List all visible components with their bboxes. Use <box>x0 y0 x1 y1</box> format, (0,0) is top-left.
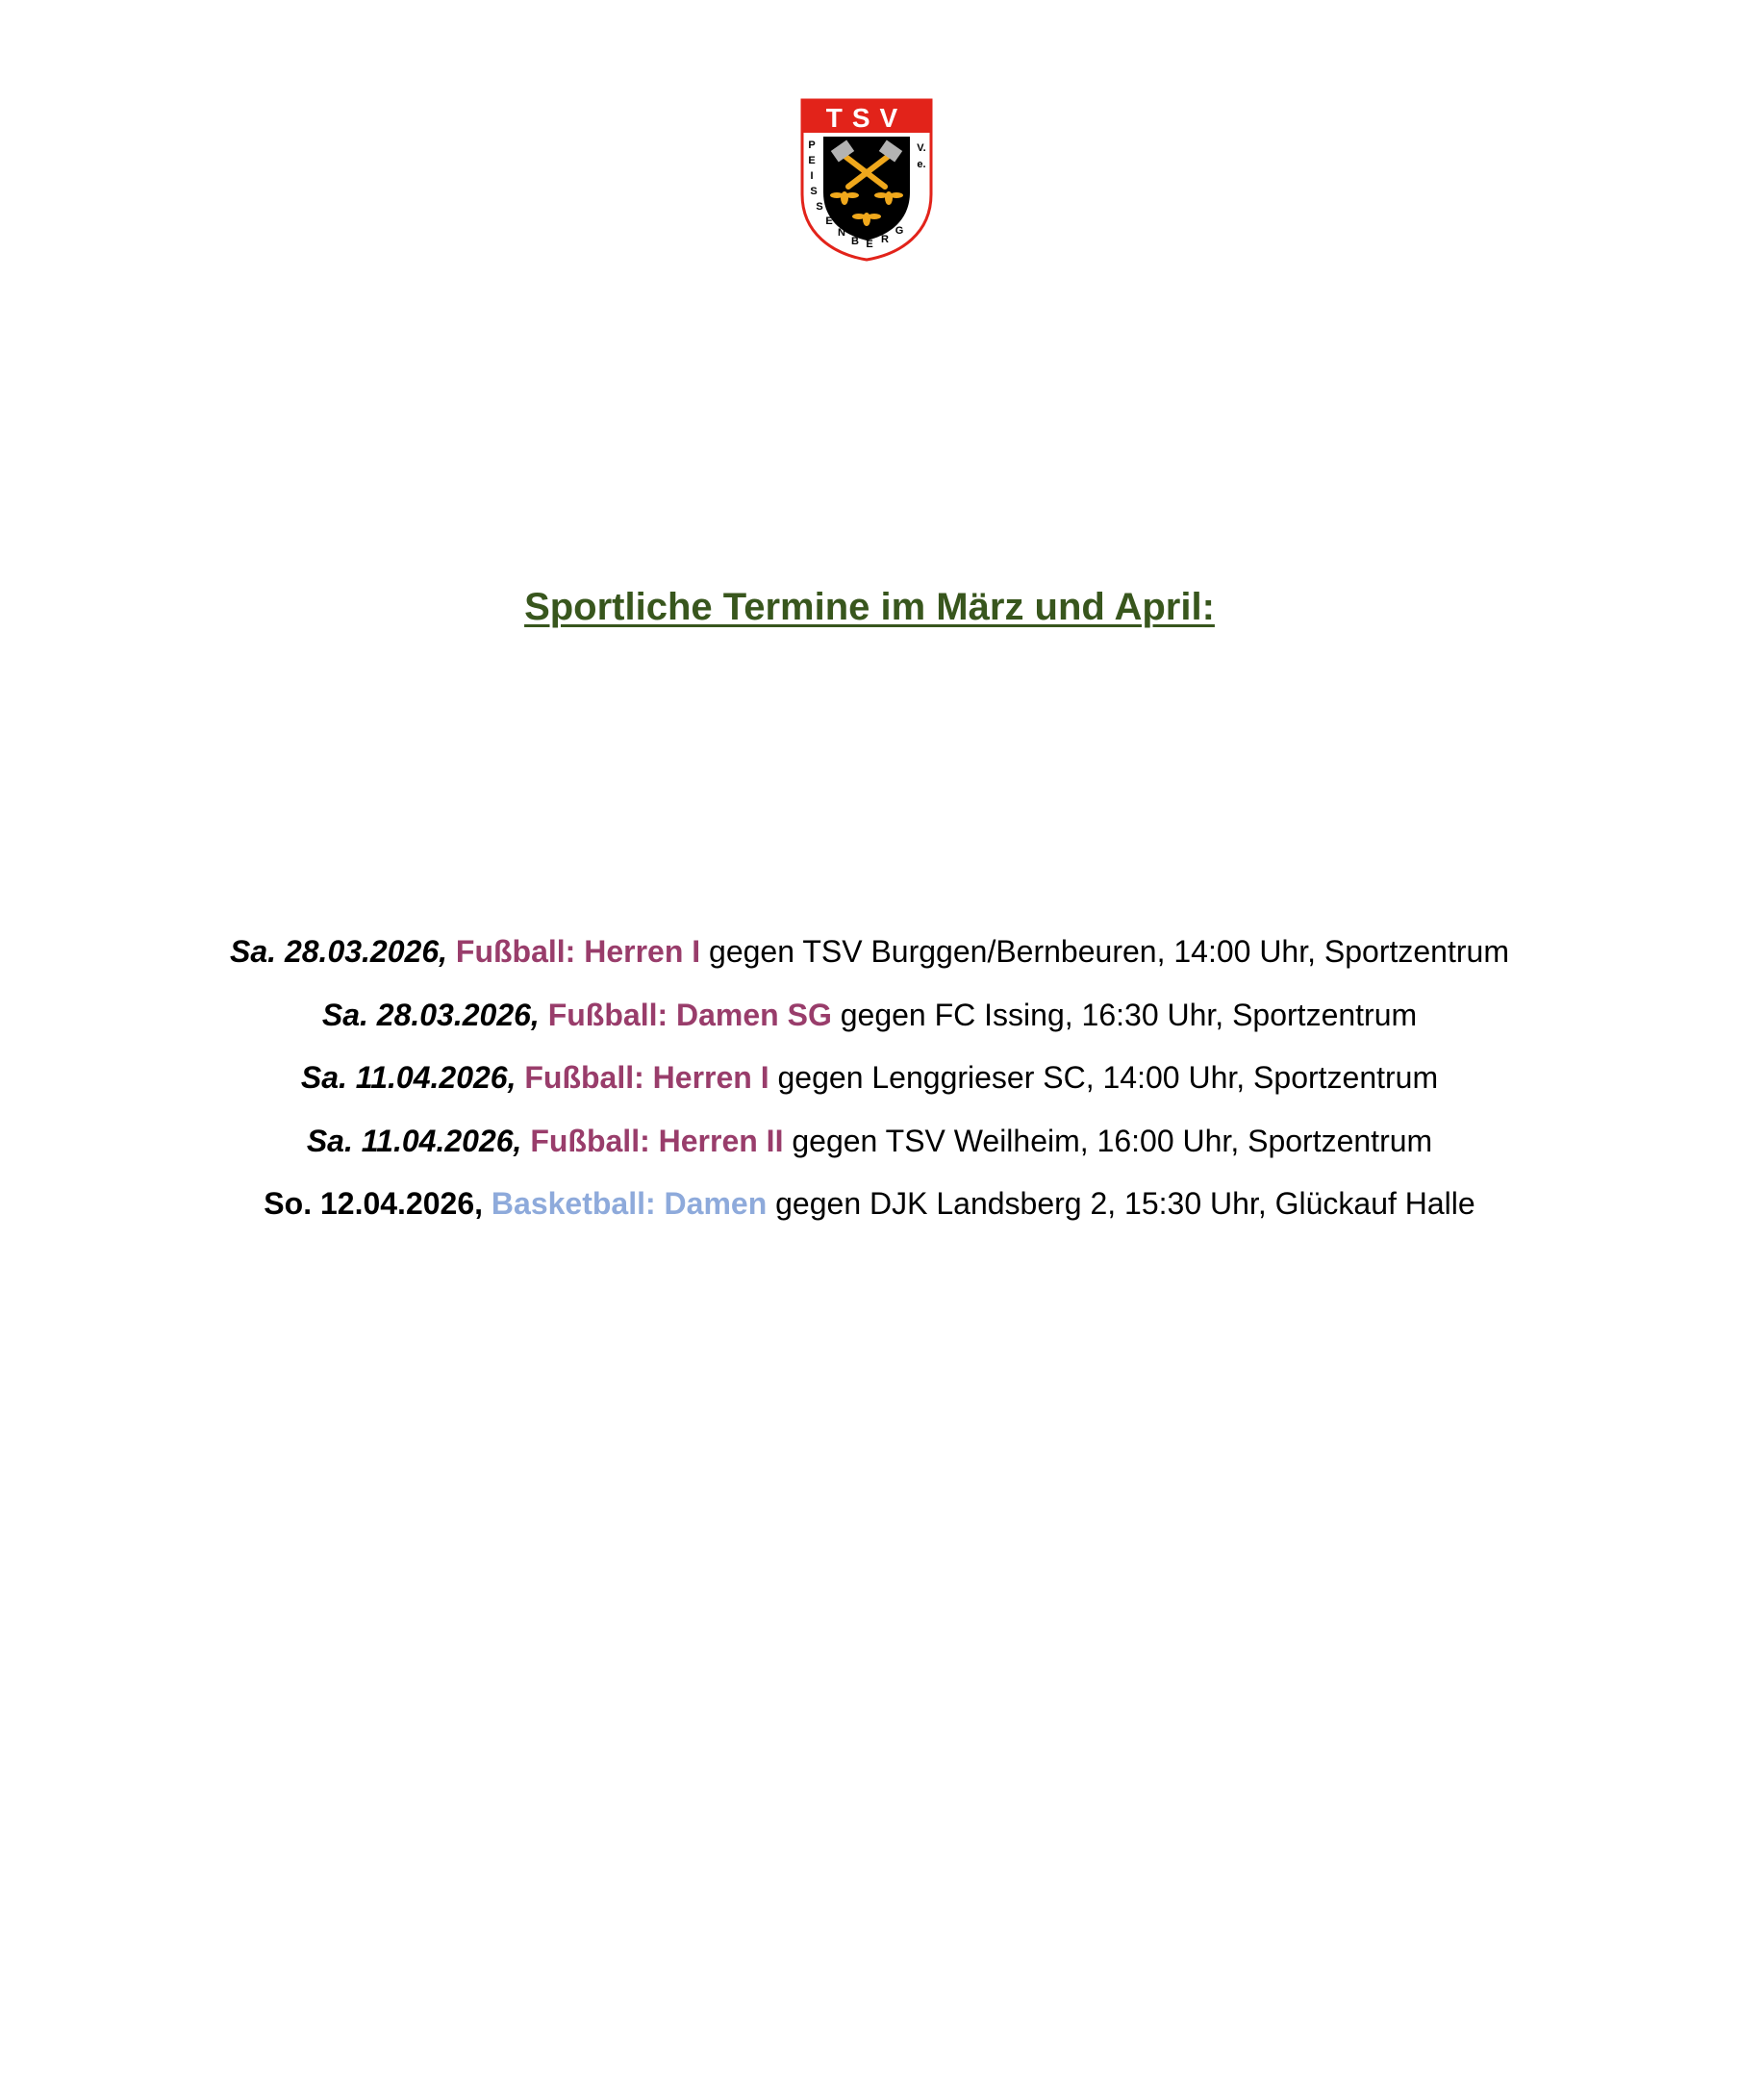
event-list <box>0 921 1739 1236</box>
event-details: gegen FC Issing, 16:30 Uhr, Sportzentrum <box>840 997 1418 1032</box>
event-team: Fußball: Herren II <box>530 1123 784 1158</box>
event-team: Fußball: Damen SG <box>547 997 832 1032</box>
event-item <box>0 984 1739 1048</box>
svg-text:I: I <box>810 170 814 182</box>
event-date: Sa. 11.04.2026, <box>306 1123 522 1158</box>
event-item <box>0 1173 1739 1236</box>
event-team: Fußball: Herren I <box>455 934 701 969</box>
event-team: Basketball: Damen <box>491 1186 768 1222</box>
svg-text:e.: e. <box>917 159 926 170</box>
event-item <box>0 1110 1739 1174</box>
event-details: gegen DJK Landsberg 2, 15:30 Uhr, Glückauf Halle <box>775 1186 1475 1222</box>
event-team: Fußball: Herren I <box>524 1060 769 1096</box>
event-details: gegen TSV Weilheim, 16:00 Uhr, Sportzentrum <box>792 1123 1433 1158</box>
svg-text:E: E <box>825 215 833 227</box>
event-date: Sa. 28.03.2026, <box>321 997 540 1032</box>
event-details: gegen TSV Burggen/Bernbeuren, 14:00 Uhr, Sportzentrum <box>709 934 1509 969</box>
tsv-peissenberg-crest-icon <box>800 98 933 262</box>
logo-top-text: TSV <box>825 103 908 133</box>
page-title: Sportliche Termine im März und April: <box>524 586 1215 628</box>
svg-text:R: R <box>881 234 889 245</box>
event-date: So. 12.04.2026, <box>264 1186 484 1222</box>
event-date: Sa. 11.04.2026, <box>300 1060 517 1096</box>
svg-text:P: P <box>808 139 816 151</box>
event-date: Sa. 28.03.2026, <box>230 934 447 969</box>
svg-text:V.: V. <box>917 142 926 154</box>
svg-text:N: N <box>838 227 845 239</box>
svg-text:S: S <box>810 186 818 197</box>
event-details: gegen Lenggrieser SC, 14:00 Uhr, Sportzentrum <box>777 1060 1439 1096</box>
event-item <box>0 921 1739 984</box>
svg-text:E: E <box>866 239 873 250</box>
event-item <box>0 1047 1739 1110</box>
svg-text:B: B <box>851 236 859 247</box>
svg-text:G: G <box>895 225 904 237</box>
svg-text:E: E <box>808 155 816 166</box>
club-logo <box>800 98 933 262</box>
svg-text:S: S <box>816 201 823 213</box>
